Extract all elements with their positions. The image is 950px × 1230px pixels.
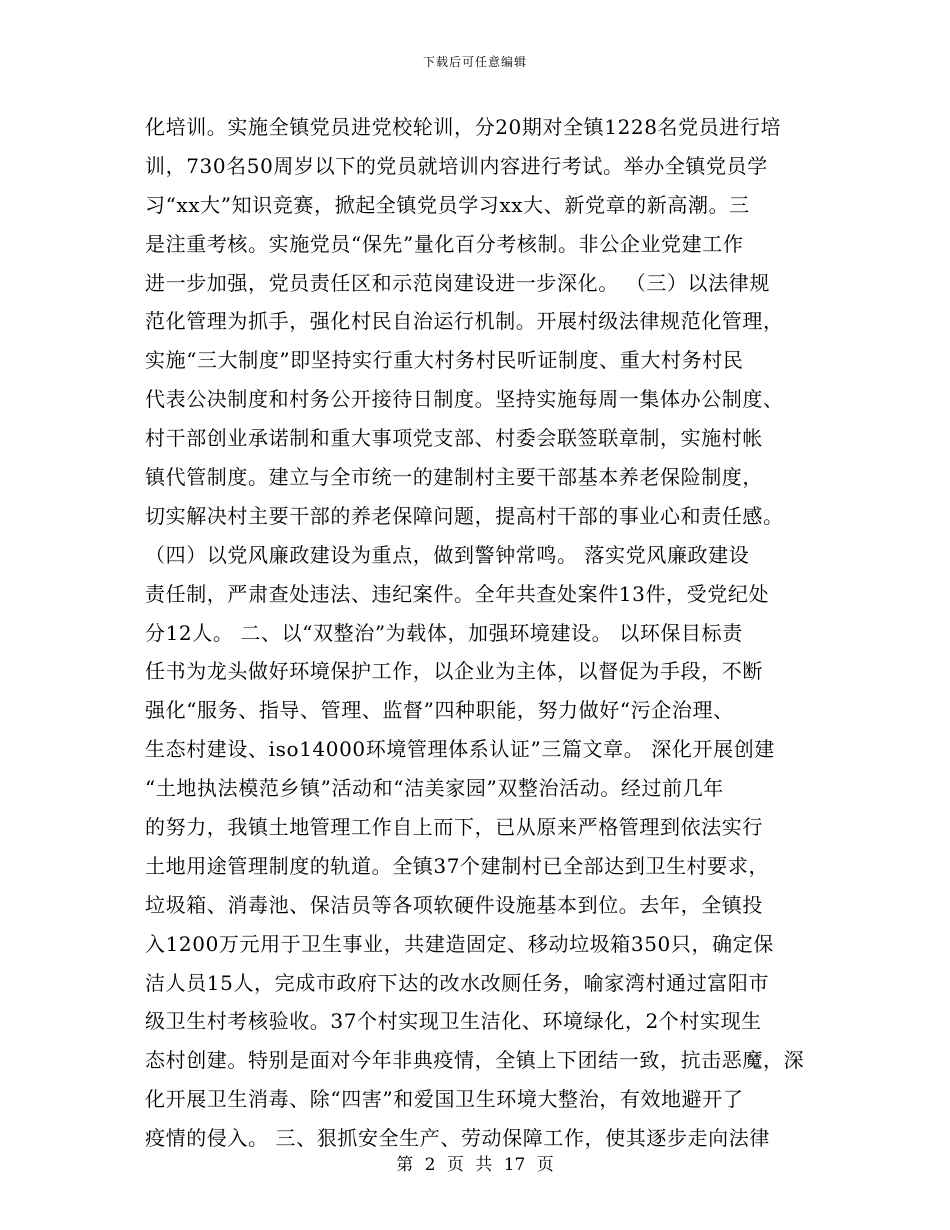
page-number: 第 2 页 共 17 页 — [396, 1155, 554, 1175]
text-line: 范化管理为抓手，强化村民自治运行机制。开展村级法律规范化管理， — [145, 309, 784, 334]
text-line: 洁人员15人，完成市政府下达的改水改厕任务，喻家湾村通过富阳市 — [145, 970, 770, 995]
text-line: 疫情的侵入。 三、狠抓安全生产、劳动保障工作，使其逐步走向法律 — [145, 1126, 770, 1151]
text-line: 强化“服务、指导、管理、监督”四种职能，努力做好“污企治理、 — [145, 698, 734, 723]
text-line: 责任制，严肃查处违法、违纪案件。全年共查处案件13件，受党纪处 — [145, 581, 770, 606]
text-line: 土地用途管理制度的轨道。全镇37个建制村已全部达到卫生村要求， — [145, 853, 770, 878]
text-line: 态村创建。特别是面对今年非典疫情，全镇上下团结一致，抗击恶魔，深 — [145, 1048, 805, 1073]
text-line: 实施“三大制度”即坚持实行重大村务村民听证制度、重大村务村民 — [145, 348, 744, 373]
text-line: 村干部创业承诺制和重大事项党支部、村委会联签联章制，实施村帐 — [145, 426, 763, 451]
text-line: （四）以党风廉政建设为重点，做到警钟常鸣。 落实党风廉政建设 — [145, 542, 750, 567]
text-line: 生态村建设、iso14000环境管理体系认证”三篇文章。 深化开展创建 — [145, 737, 775, 762]
text-line: 化培训。实施全镇党员进党校轮训，分20期对全镇1228名党员进行培 — [145, 115, 782, 139]
text-line: 级卫生村考核验收。37个村实现卫生洁化、环境绿化，2个村实现生 — [145, 1009, 762, 1034]
text-line: 进一步加强，党员责任区和示范岗建设进一步深化。 （三）以法律规 — [145, 270, 770, 295]
text-line: 的努力，我镇土地管理工作自上而下，已从原来严格管理到依法实行 — [145, 815, 763, 840]
text-line: 训，730名50周岁以下的党员就培训内容进行考试。举办全镇党员学 — [145, 153, 768, 178]
text-line: 化开展卫生消毒、除“四害”和爱国卫生环境大整治，有效地避开了 — [145, 1087, 744, 1112]
text-line: 垃圾箱、消毒池、保洁员等各项软硬件设施基本到位。去年，全镇投 — [145, 892, 763, 917]
body-text — [145, 108, 825, 1158]
text-line: 是注重考核。实施党员“保先”量化百分考核制。非公企业党建工作 — [145, 231, 744, 256]
text-line: 分12人。 二、以“双整治”为载体，加强环境建设。 以环保目标责 — [145, 620, 743, 645]
text-line: 代表公决制度和村务公开接待日制度。坚持实施每周一集体办公制度、 — [145, 387, 784, 412]
text-line: 任书为龙头做好环境保护工作，以企业为主体，以督促为手段，不断 — [145, 659, 763, 684]
page-header: 下载后可任意编辑 — [422, 55, 527, 69]
text-line: 习“xx大”知识竞赛，掀起全镇党员学习xx大、新党章的新高潮。三 — [145, 192, 750, 217]
text-line: 镇代管制度。建立与全市统一的建制村主要干部基本养老保险制度， — [145, 465, 763, 490]
text-line: 切实解决村主要干部的养老保障问题，提高村干部的事业心和责任感。 — [145, 503, 784, 528]
text-line: “土地执法模范乡镇”活动和“洁美家园”双整治活动。经过前几年 — [145, 776, 724, 801]
text-line: 入1200万元用于卫生事业，共建造固定、移动垃圾箱350只，确定保 — [145, 931, 774, 956]
